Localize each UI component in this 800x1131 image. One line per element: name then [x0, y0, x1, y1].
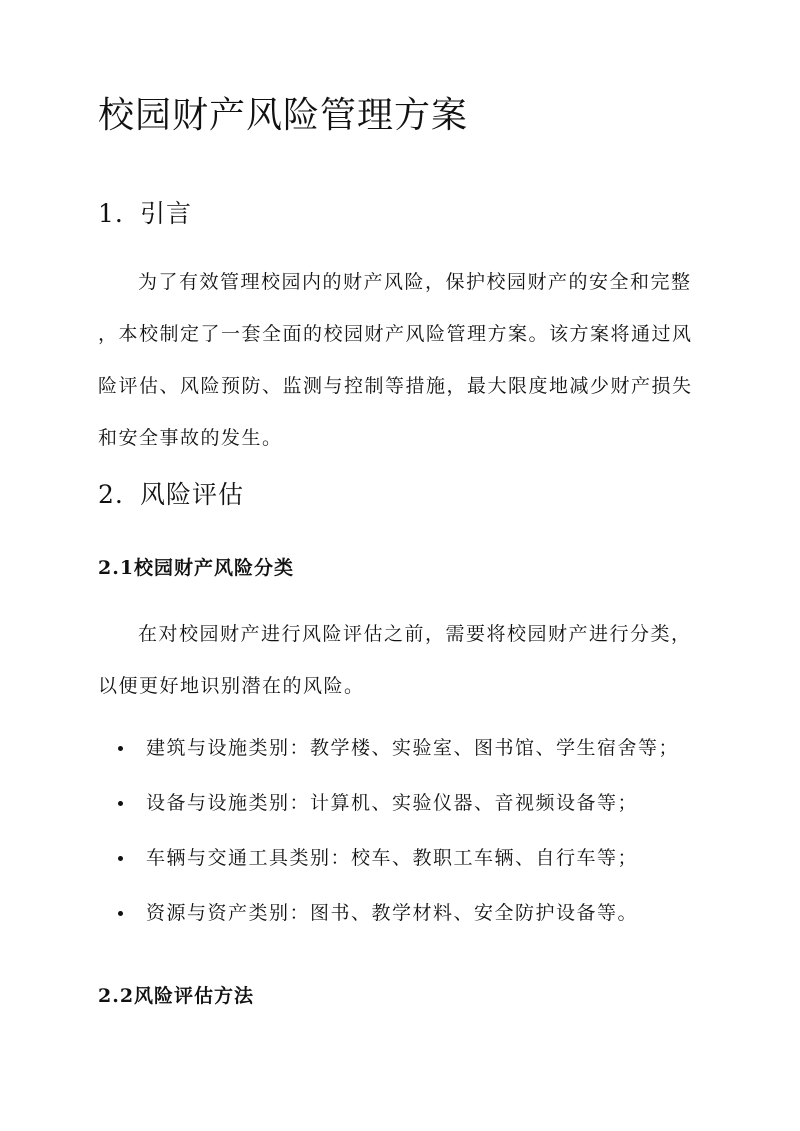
- paragraph-line: 以便更好地识别潜在的风险。: [98, 675, 365, 697]
- list-item-text: 设备与设施类别：计算机、实验仪器、音视频设备等；: [146, 792, 639, 814]
- intro-paragraph: [98, 256, 702, 464]
- paragraph-line: 为了有效管理校园内的财产风险，保护校园财产的安全和完整: [138, 271, 692, 293]
- document-title: 校园财产风险管理方案: [98, 95, 469, 136]
- bullet-icon: [118, 911, 123, 916]
- bullet-icon: [118, 746, 123, 751]
- section-heading-risk-assessment: [98, 478, 244, 512]
- list-item: [98, 734, 718, 789]
- bullet-icon: [118, 801, 123, 806]
- subsection-heading-classification: 2.1校园财产风险分类: [98, 557, 295, 579]
- subsection-heading-methods: 2.2风险评估方法: [98, 985, 255, 1007]
- section-title: 引言: [140, 199, 193, 228]
- paragraph-line: 在对校园财产进行风险评估之前，需要将校园财产进行分类，: [138, 623, 692, 645]
- paragraph-line: ，本校制定了一套全面的校园财产风险管理方案。该方案将通过风: [98, 323, 693, 345]
- section-number: 1.: [98, 199, 124, 228]
- classification-paragraph: [98, 608, 702, 712]
- paragraph-line: 和安全事故的发生。: [98, 427, 283, 449]
- list-item-text: 资源与资产类别：图书、教学材料、安全防护设备等。: [146, 902, 639, 924]
- list-item: [98, 844, 718, 899]
- section-number: 2.: [98, 480, 124, 509]
- section-title: 风险评估: [140, 480, 245, 509]
- list-item: [98, 899, 718, 954]
- bullet-icon: [118, 856, 123, 861]
- list-item-text: 车辆与交通工具类别：校车、教职工车辆、自行车等；: [146, 847, 639, 869]
- paragraph-line: 险评估、风险预防、监测与控制等措施，最大限度地减少财产损失: [98, 375, 693, 397]
- section-heading-intro: [98, 197, 192, 231]
- list-item-text: 建筑与设施类别：教学楼、实验室、图书馆、学生宿舍等；: [146, 737, 680, 759]
- classification-bullet-list: [98, 734, 718, 954]
- list-item: [98, 789, 718, 844]
